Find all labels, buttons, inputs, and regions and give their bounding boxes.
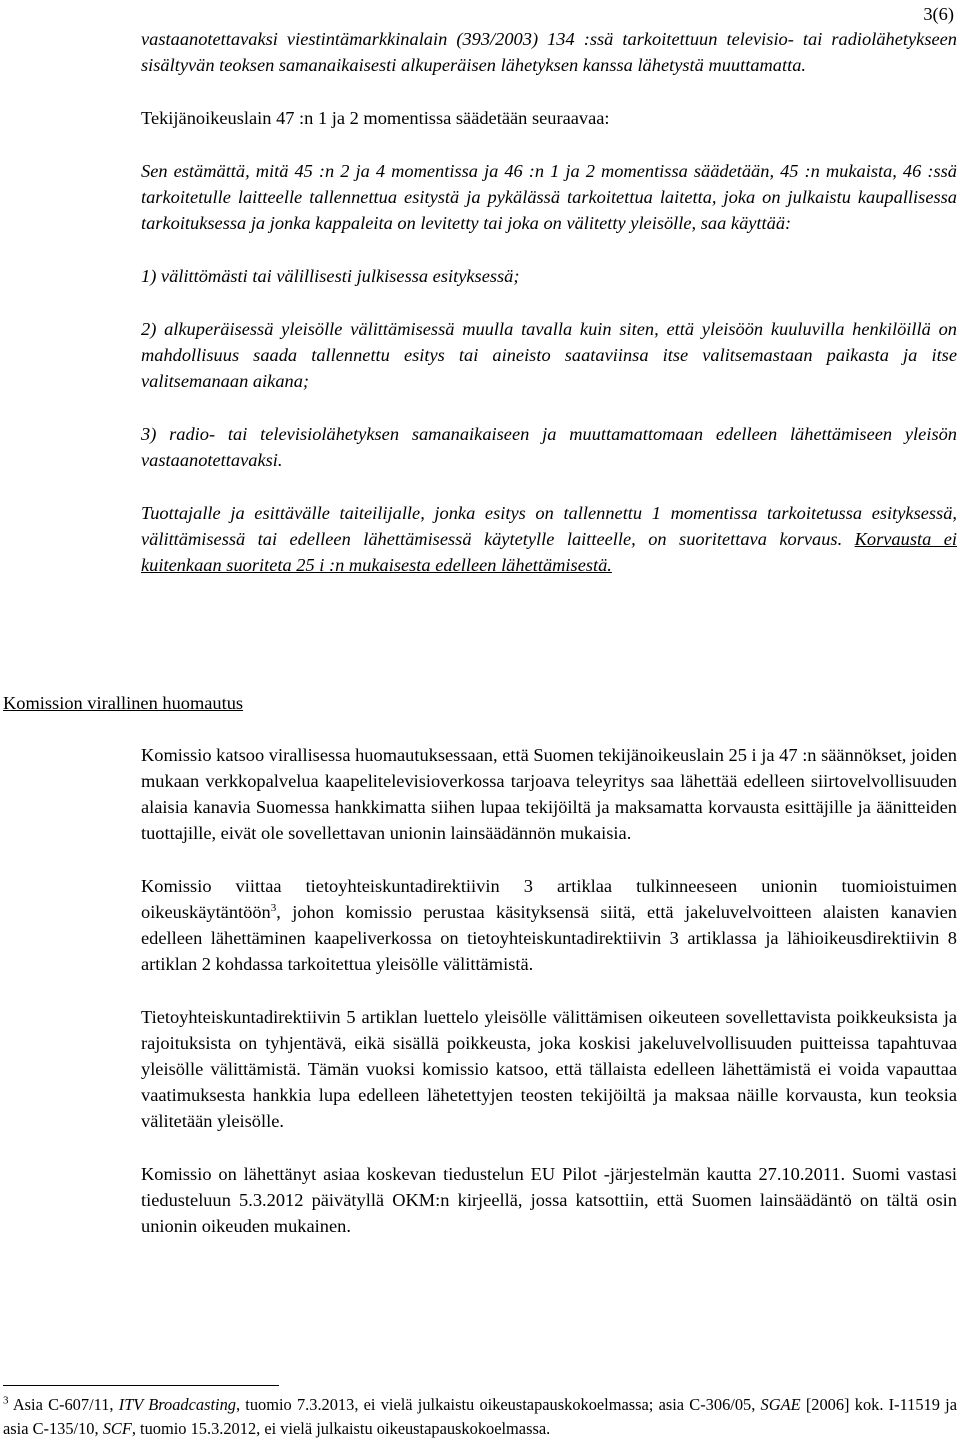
footnote-case-name: SCF	[102, 1419, 132, 1438]
commission-section	[141, 742, 957, 1239]
footnote-reference: 3	[270, 901, 277, 914]
footnote-separator	[3, 1385, 279, 1386]
footnote-text: , tuomio 7.3.2013, ei vielä julkaistu oikeustapauskokoelmassa; asia C-306/05,	[235, 1395, 761, 1414]
quote-list-item-1: 1) välittömästi tai välillisesti julkisessa esityksessä;	[141, 266, 520, 286]
footnote-text: , tuomio 15.3.2012, ei vielä julkaistu oikeustapauskokoelmassa.	[131, 1419, 551, 1438]
body-paragraph-1: Komissio katsoo virallisessa huomautuksessaan, että Suomen tekijänoikeuslain 25 i ja 47 :n säännökset, joiden mukaan verkkopalvelua kaapelitelevisioverkossa tarjoava teleyritys saa lähettää edelleen siirtovelvollisuuden alaisia kanavia Suomessa hankkimatta siihen lupaa tekijöiltä ja maksamatta korvausta esittäjille ja äänitteiden tuottajille, eivät ole sovellettavan unionin lainsäädännön mukaisia.	[141, 745, 957, 843]
footnote-3	[3, 1393, 957, 1441]
intro-sentence: Tekijänoikeuslain 47 :n 1 ja 2 momentissa säädetään seuraavaa:	[141, 108, 610, 128]
paragraph-2-text-a: Komissio viittaa tietoyhteiskuntadirektiivin 3 artiklaa tulkinneeseen unionin tuomioistuimen oikeuskäytäntöön	[141, 876, 957, 922]
body-paragraph-2	[141, 873, 957, 977]
quote-closing	[141, 500, 957, 578]
quote-list-item-3: 3) radio- tai televisiolähetyksen samanaikaiseen ja muuttamattomaan edelleen lähettämiseen yleisön vastaanotettavaksi.	[141, 424, 957, 470]
quote-closing-text: Tuottajalle ja esittävälle taiteilijalle, jonka esitys on tallennettu 1 momentissa tarkoitetussa esityksessä, välittämisessä tai edelleen lähettämisessä käytetylle laitteelle, on suoritettava korvaus.	[141, 503, 957, 549]
footnote-text: Asia C-607/11,	[8, 1395, 119, 1414]
quote-closing-underlined: Korvausta ei kuitenkaan suoriteta 25 i :n mukaisesta edelleen lähettämisestä.	[141, 529, 957, 575]
main-content	[141, 26, 957, 578]
body-paragraph-4: Komissio on lähettänyt asiaa koskevan tiedustelun EU Pilot -järjestelmän kautta 27.10.2011. Suomi vastasi tiedusteluun 5.3.2012 päivätyllä OKM:n kirjeellä, jossa katsottiin, että Suomen lainsäädäntö on tältä osin unionin oikeuden mukainen.	[141, 1164, 957, 1236]
footnotes	[3, 1393, 957, 1441]
section-heading: Komission virallinen huomautus	[3, 693, 244, 713]
quote-tail: vastaanotettavaksi viestintämarkkinalain (393/2003) 134 :ssä tarkoitettuun televisio- tai radiolähetykseen sisältyvän teoksen samanaikaisesti alkuperäisen lähetyksen kanssa lähetystä muuttamatta.	[141, 29, 957, 75]
footnote-marker: 3	[3, 1394, 9, 1407]
footnote-text: [2006] kok. I-11519 ja asia C-135/10,	[3, 1395, 957, 1438]
footnote-case-name: SGAE	[760, 1395, 801, 1414]
quote-list-item-2: 2) alkuperäisessä yleisölle välittämisessä muulla tavalla kuin siten, että yleisöön kuuluvilla henkilöillä on mahdollisuus saada tallennettu esitys tai aineisto saataviinsa itse valitsemastaan paikasta ja itse valitsemanaan aikana;	[141, 319, 957, 391]
body-paragraph-3: Tietoyhteiskuntadirektiivin 5 artiklan luettelo yleisölle välittämisen oikeuteen sovellettavista poikkeuksista ja rajoituksista on tyhjentävä, eikä sisällä poikkeusta, joka koskisi jakeluvelvollisuuden puitteissa tapahtuvaa yleisölle välittämistä. Tämän vuoksi komissio katsoo, että tällaista edelleen lähettämistä ei voida vapauttaa vaatimuksesta hankkia lupa edelleen lähetettyjen teosten tekijöiltä ja maksaa näille korvausta, kun teoksia välitetään yleisölle.	[141, 1007, 957, 1131]
quote-main: Sen estämättä, mitä 45 :n 2 ja 4 momentissa ja 46 :n 1 ja 2 momentissa säädetään, 45 :n mukaista, 46 :ssä tarkoitetulle laitteelle tallennettua esitystä ja pykälässä tarkoitettua laitetta, joka on julkaistu kaupallisessa tarkoituksessa ja jonka kappaleita on levitetty tai joka on välitetty yleisölle, saa käyttää:	[141, 161, 957, 233]
paragraph-2-text-b: , johon komissio perustaa käsityksensä siitä, että jakeluvelvoitteen alaisten kanavien edelleen lähettäminen kaapeliverkossa on tietoyhteiskuntadirektiivin 3 artiklassa ja lähioikeusdirektiivin 8 artiklan 2 kohdassa tarkoitettua yleisölle välittämistä.	[141, 902, 957, 974]
page-number: 3(6)	[923, 4, 954, 24]
footnote-case-name: ITV Broadcasting	[118, 1395, 236, 1414]
